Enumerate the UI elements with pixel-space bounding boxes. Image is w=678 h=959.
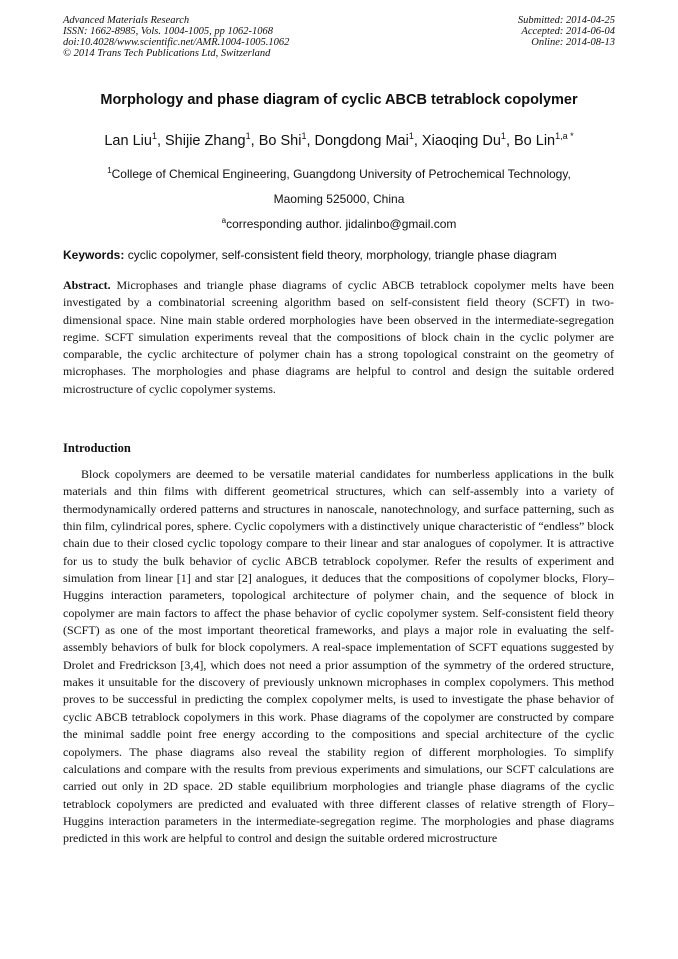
author: Bo Shi$^1$,: [258, 131, 315, 149]
paper-title: Morphology and phase diagram of cyclic ABCB tetrablock copolymer: [100, 92, 578, 108]
keywords-text: cyclic copolymer, self-consistent field theory, morphology, triangle phase diagram: [124, 248, 557, 262]
section-heading-introduction: Introduction: [63, 441, 131, 455]
journal-doi: doi:10.4028/www.scientific.net/AMR.1004-1005.1062: [63, 37, 290, 48]
journal-issn: ISSN: 1662-8985, Vols. 1004-1005, pp 1062-1068: [63, 26, 273, 37]
journal-info: [63, 15, 289, 59]
date-accepted: Accepted: 2014-06-04: [521, 26, 615, 37]
publication-dates: [518, 15, 615, 48]
journal-name: Advanced Materials Research: [63, 15, 190, 26]
date-submitted: Submitted: 2014-04-25: [517, 15, 615, 26]
abstract-label: Abstract.: [63, 278, 111, 292]
journal-copyright: © 2014 Trans Tech Publications Ltd, Switzerland: [63, 48, 271, 59]
date-online: Online: 2014-08-13: [531, 37, 615, 48]
keywords-label: Keywords:: [63, 248, 125, 262]
author: Shijie Zhang$^1$,: [165, 131, 259, 149]
corresponding-author: $^a$corresponding author. jidalinbo@gmail.com: [221, 216, 457, 231]
author: Xiaoqing Du$^1$,: [421, 131, 514, 149]
affiliation-line-2: Maoming 525000, China: [273, 192, 405, 206]
author: Dongdong Mai$^1$,: [314, 131, 422, 149]
introduction-paragraph: Block copolymers are deemed to be versatile material candidates for numberless applications in the bulk materials and thin films with different geometrical structures, which can self-assembly into a variety of thermodynamically ordered patterns and structures in nanoscale, nanotechnology, and surface patterning, such as thin film, cylindrical pores, sphere. Cyclic copolymers with a distinctively unique characteristic of “endless” block chain due to their closed cyclic topology compare to their linear and star analogues of copolymer. It is attractive for us to study the bulk behavior of cyclic ABCB tetrablock copolymer. Refer the results of experiment and simulation from linear [1] and star [2] analogues, it deduces that the compositions of copolymer blocks, Flory–Huggins interaction parameters, topological architecture of polymer chain, and the sequence of block in copolymer are main factors to affect the phase behavior of cyclic copolymer system. Self-consistent field theory (SCFT) as one of the most important theoretical frameworks, and plays a major role in evaluating the self-assembly behaviors of bulk for block copolymers. A real-space implementation of SCFT equations suggested by Drolet and Fredrickson [3,4], which does not need a prior assumption of the symmetry of the ordered structure, makes it unsuitable for the discovery of previously unknown microphases in complex copolymers. This method proves to be successful in predicting the complex copolymer melts, is used to investigate the phase behavior of cyclic ABCB tetrablock copolymers in this work. Phase diagrams of the copolymer are constructed by compare the minimal saddle point free energy according to the compositions and special architecture of the cyclic copolymers. The phase diagrams also reveal the stability region of different morphologies. To simplify calculations and compare with the results from previous experiments and simulations, our SCFT calculations are carried out only in 2D space. 2D stable equilibrium morphologies and triangle phase diagrams of the cyclic tetrablock copolymers are predicted and evaluated with three different classes of relative strength of Flory–Huggins interaction parameters in the intermediate-segregation regime. The morphologies and phase diagrams predicted in this work are helpful to control and design the suitable ordered microstructure: [63, 467, 614, 846]
abstract: [63, 277, 614, 398]
author: Lan Liu$^1$,: [104, 131, 166, 149]
abstract-text: Microphases and triangle phase diagrams of cyclic ABCB tetrablock copolymer melts have been investigated by a combinatorial screening algorithm based on self-consistent field theory (SCFT) in two-dimensional space. Nine main stable ordered morphologies have been observed in the intermediate-segregation regime. SCFT simulation experiments reveal that the compositions of block chain in the cyclic polymer are comparable, the cyclic architecture of polymer chain has a strong topological constraint on the geometry of microphases. The morphologies and phase diagrams are helpful to control and design the suitable ordered microstructure of cyclic copolymer systems.: [63, 278, 614, 396]
affiliation-line-1: $^1$College of Chemical Engineering, Guangdong University of Petrochemical Technology,: [107, 166, 571, 181]
author: Bo Lin$^{1,a *}$: [514, 131, 574, 149]
keywords: [63, 248, 623, 262]
author-list: [20, 131, 658, 149]
